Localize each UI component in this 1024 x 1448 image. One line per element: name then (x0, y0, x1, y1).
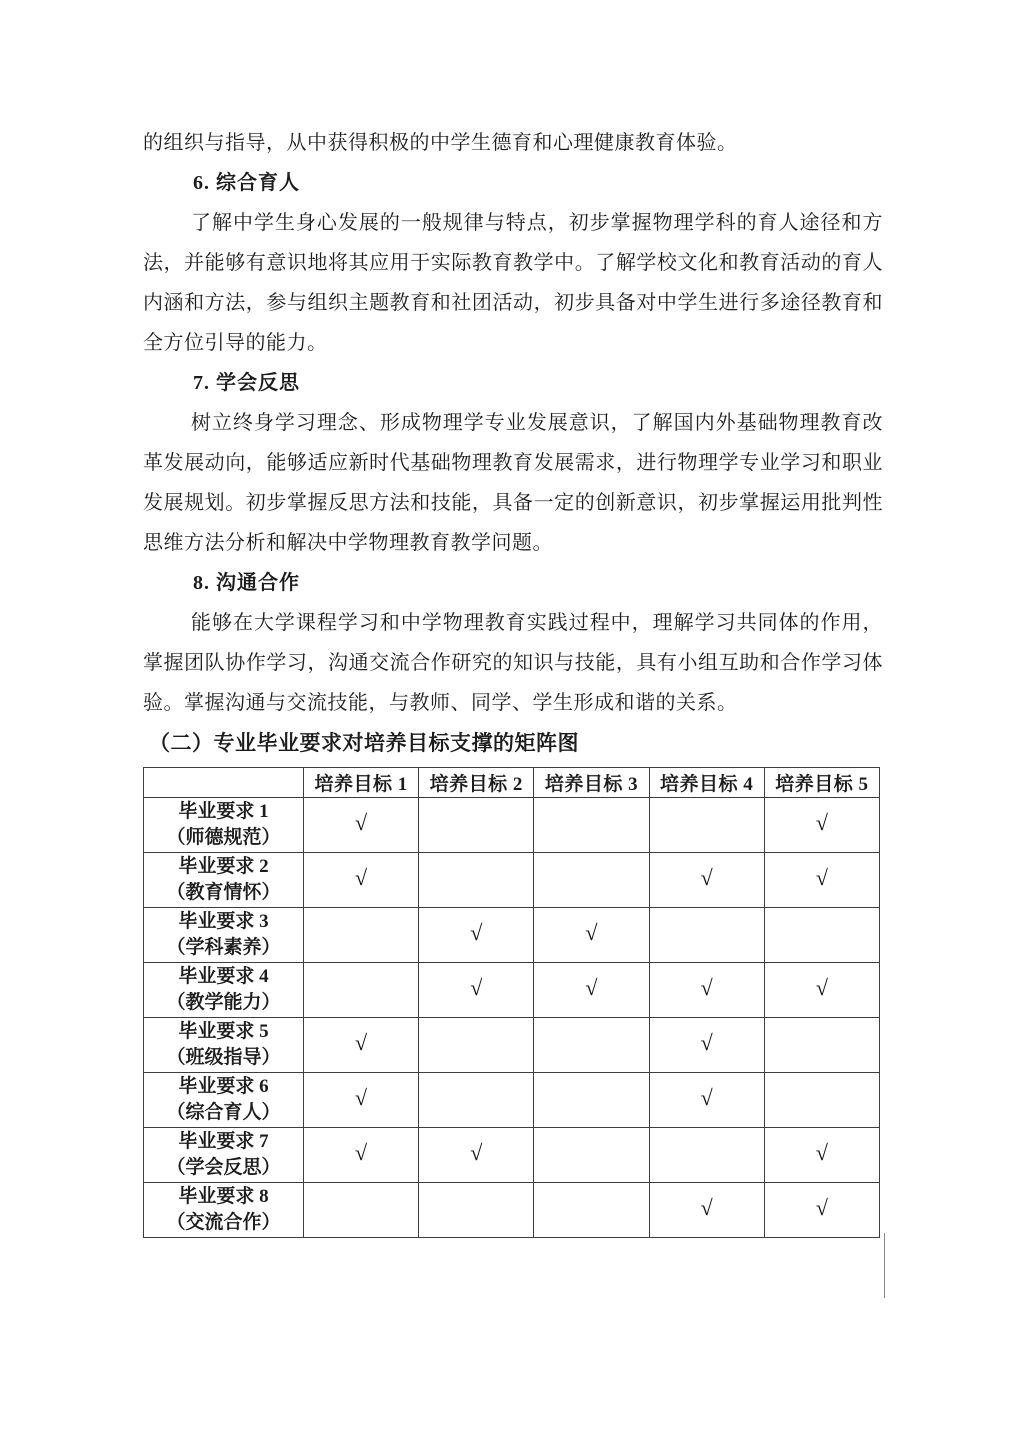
checkmark-icon: √ (700, 865, 713, 890)
matrix-col-header: 培养目标 1 (304, 768, 419, 798)
row-label-line2: （交流合作） (166, 1212, 281, 1233)
row-label-line1: 毕业要求 7 (178, 1131, 269, 1152)
checkmark-icon: √ (815, 975, 828, 1000)
checkmark-icon: √ (700, 1085, 713, 1110)
empty-cell (419, 1018, 534, 1073)
support-matrix-table (143, 767, 880, 1238)
checkmark-icon: √ (355, 1140, 368, 1165)
empty-cell (534, 1183, 649, 1238)
empty-cell (534, 1018, 649, 1073)
row-label-cell (144, 1183, 304, 1238)
row-label-cell (144, 908, 304, 963)
checkmark-icon: √ (700, 1195, 713, 1220)
check-cell (304, 1018, 419, 1073)
checkmark-icon: √ (700, 1030, 713, 1055)
matrix-body (144, 798, 880, 1238)
checkmark-icon: √ (470, 920, 483, 945)
checkmark-icon: √ (585, 920, 598, 945)
checkmark-icon: √ (815, 810, 828, 835)
section-6 (143, 163, 883, 363)
check-cell (649, 1073, 764, 1128)
row-label-cell (144, 1018, 304, 1073)
matrix-header (144, 768, 880, 798)
check-cell (304, 798, 419, 853)
matrix-col-header: 培养目标 2 (419, 768, 534, 798)
empty-cell (649, 1128, 764, 1183)
row-label-cell (144, 963, 304, 1018)
table-row (144, 1183, 880, 1238)
check-cell (764, 1128, 879, 1183)
empty-cell (534, 1073, 649, 1128)
row-label-line2: （综合育人） (166, 1102, 281, 1123)
empty-cell (534, 798, 649, 853)
row-label-cell (144, 1128, 304, 1183)
check-cell (649, 963, 764, 1018)
row-label-line1: 毕业要求 5 (178, 1021, 269, 1042)
row-label-line2: （学科素养） (166, 937, 281, 958)
section-8-body: 能够在大学课程学习和中学物理教育实践过程中，理解学习共同体的作用，掌握团队协作学习，沟通交流合作研究的知识与技能，具有小组互助和合作学习体验。掌握沟通与交流技能，与教师、同学、学生形成和谐的关系。 (143, 612, 883, 714)
checkmark-icon: √ (355, 1030, 368, 1055)
checkmark-icon: √ (470, 975, 483, 1000)
check-cell (419, 963, 534, 1018)
empty-cell (764, 908, 879, 963)
matrix-col-header: 培养目标 3 (534, 768, 649, 798)
row-label-line2: （班级指导） (166, 1047, 281, 1068)
checkmark-icon: √ (815, 865, 828, 890)
table-row (144, 1128, 880, 1183)
table-row (144, 963, 880, 1018)
check-cell (649, 853, 764, 908)
row-label-cell (144, 853, 304, 908)
check-cell (419, 1128, 534, 1183)
checkmark-icon: √ (355, 865, 368, 890)
empty-cell (419, 798, 534, 853)
row-label-line2: （学会反思） (166, 1157, 281, 1178)
check-cell (649, 1183, 764, 1238)
checkmark-icon: √ (815, 1195, 828, 1220)
checkmark-icon: √ (355, 810, 368, 835)
table-row (144, 908, 880, 963)
matrix-col-header: 培养目标 4 (649, 768, 764, 798)
row-label-line2: （教学能力） (166, 992, 281, 1013)
section-8-heading: 8. 沟通合作 (193, 572, 300, 594)
row-label-line2: （师德规范） (166, 827, 281, 848)
empty-cell (419, 1183, 534, 1238)
empty-cell (304, 1183, 419, 1238)
section-7-body: 树立终身学习理念、形成物理学专业发展意识，了解国内外基础物理教育改革发展动向，能够适应新时代基础物理教育发展需求，进行物理学专业学习和职业发展规划。初步掌握反思方法和技能，具备一定的创新意识，初步掌握运用批判性思维方法分析和解决中学物理教育教学问题。 (143, 412, 883, 554)
table-row (144, 853, 880, 908)
empty-cell (304, 908, 419, 963)
check-cell (304, 853, 419, 908)
empty-cell (419, 853, 534, 908)
check-cell (764, 853, 879, 908)
empty-cell (534, 853, 649, 908)
check-cell (534, 908, 649, 963)
row-label-line2: （教育情怀） (166, 882, 281, 903)
section-7 (143, 363, 883, 563)
empty-cell (534, 1128, 649, 1183)
row-label-line1: 毕业要求 2 (178, 856, 269, 877)
section-8 (143, 563, 883, 723)
paragraph-continuation: 的组织与指导，从中获得积极的中学生德育和心理健康教育体验。 (143, 132, 738, 154)
matrix-col-header: 培养目标 5 (764, 768, 879, 798)
row-label-line1: 毕业要求 3 (178, 911, 269, 932)
document-content (143, 123, 883, 1238)
section-6-heading: 6. 综合育人 (193, 172, 300, 194)
empty-cell (649, 908, 764, 963)
row-label-line1: 毕业要求 4 (178, 966, 269, 987)
empty-cell (764, 1018, 879, 1073)
check-cell (764, 798, 879, 853)
checkmark-icon: √ (355, 1085, 368, 1110)
check-cell (534, 963, 649, 1018)
check-cell (649, 1018, 764, 1073)
table-row (144, 1073, 880, 1128)
scan-artifact-line (884, 1233, 885, 1298)
matrix-section-heading: （二）专业毕业要求对培养目标支撑的矩阵图 (149, 731, 579, 755)
section-7-heading: 7. 学会反思 (193, 372, 300, 394)
section-6-body: 了解中学生身心发展的一般规律与特点，初步掌握物理学科的育人途径和方法，并能够有意识地将其应用于实际教育教学中。了解学校文化和教育活动的育人内涵和方法，参与组织主题教育和社团活动，初步具备对中学生进行多途径教育和全方位引导的能力。 (143, 212, 883, 354)
checkmark-icon: √ (700, 975, 713, 1000)
empty-cell (764, 1073, 879, 1128)
checkmark-icon: √ (470, 1140, 483, 1165)
check-cell (304, 1128, 419, 1183)
table-row (144, 1018, 880, 1073)
check-cell (764, 1183, 879, 1238)
row-label-line1: 毕业要求 8 (178, 1186, 269, 1207)
empty-cell (649, 798, 764, 853)
check-cell (419, 908, 534, 963)
row-label-line1: 毕业要求 1 (178, 801, 269, 822)
check-cell (764, 963, 879, 1018)
matrix-corner-cell (144, 768, 304, 798)
row-label-cell (144, 1073, 304, 1128)
row-label-cell (144, 798, 304, 853)
row-label-line1: 毕业要求 6 (178, 1076, 269, 1097)
check-cell (304, 1073, 419, 1128)
checkmark-icon: √ (585, 975, 598, 1000)
empty-cell (304, 963, 419, 1018)
empty-cell (419, 1073, 534, 1128)
matrix-header-row (144, 768, 880, 798)
checkmark-icon: √ (815, 1140, 828, 1165)
table-row (144, 798, 880, 853)
